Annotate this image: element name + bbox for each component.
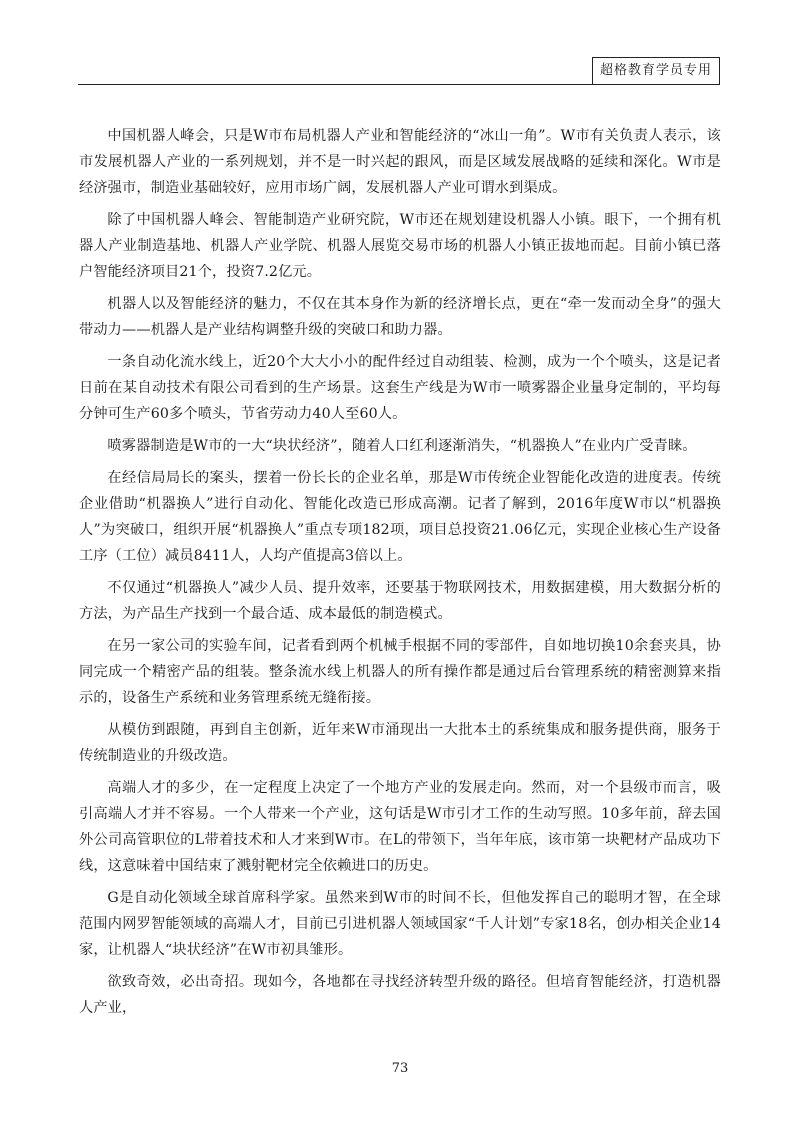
paragraph: 机器人以及智能经济的魅力，不仅在其本身作为新的经济增长点，更在“牵一发而动全身”的强大带动力——机器人是产业结构调整升级的突破口和助力器。: [79, 296, 721, 338]
header-badge: 超格教育学员专用: [592, 57, 720, 84]
page-number: 73: [391, 1061, 409, 1076]
paragraph: 喷雾器制造是W市的一大“块状经济”，随着人口红利逐渐消失，“机器换人”在业内广受青睐。: [107, 438, 697, 454]
header-rule: [78, 84, 720, 85]
paragraph: 在经信局局长的案头，摆着一份长长的企业名单，那是W市传统企业智能化改造的进度表。传统企业借助“机器换人”进行自动化、智能化改造已形成高潮。记者了解到，2016年度W市以“机器换人”为突破口，组织开展“机器换人”重点专项182项，项目总投资21.06亿元，实现企业核心生产设备工序（工位）减员8411人，人均产值提高3倍以上。: [79, 470, 721, 564]
paragraph: G是自动化领域全球首席科学家。虽然来到W市的时间不长，但他发挥自己的聪明才智，在全球范围内网罗智能领域的高端人才，目前已引进机器人领域国家“千人计划”专家18名，创办相关企业14家，让机器人“块状经济”在W市初具雏形。: [79, 890, 721, 958]
paragraph: 中国机器人峰会，只是W市布局机器人产业和智能经济的“冰山一角”。W市有关负责人表示，该市发展机器人产业的一系列规划，并不是一时兴起的跟风，而是区域发展战略的延续和深化。W市是经济强市，制造业基础较好，应用市场广阔，发展机器人产业可谓水到渠成。: [79, 128, 721, 196]
paragraph: 欲致奇效，必出奇招。现如今，各地都在寻找经济转型升级的路径。但培育智能经济，打造机器人产业，: [79, 974, 721, 1016]
paragraph: 一条自动化流水线上，近20个大大小小的配件经过自动组装、检测，成为一个个喷头，这是记者日前在某自动技术有限公司看到的生产场景。这套生产线是为W市一喷雾器企业量身定制的，平均每分钟可生产60多个喷头，节省劳动力40人至60人。: [79, 354, 721, 422]
paragraph: 高端人才的多少，在一定程度上决定了一个地方产业的发展走向。然而，对一个县级市而言，吸引高端人才并不容易。一个人带来一个产业，这句话是W市引才工作的生动写照。10多年前，辞去国外公司高管职位的L带着技术和人才来到W市。在L的带领下，当年年底，该市第一块靶材产品成功下线，这意味着中国结束了溅射靶材完全依赖进口的历史。: [79, 780, 721, 874]
paragraph: 不仅通过“机器换人”减少人员、提升效率，还要基于物联网技术，用数据建模，用大数据分析的方法，为产品生产找到一个最合适、成本最低的制造模式。: [79, 580, 721, 622]
paragraph: 从模仿到跟随，再到自主创新，近年来W市涌现出一大批本土的系统集成和服务提供商，服务于传统制造业的升级改造。: [79, 722, 721, 764]
article-body: [79, 123, 721, 1027]
paragraph: 在另一家公司的实验车间，记者看到两个机械手根据不同的零部件，自如地切换10余套夹具，协同完成一个精密产品的组装。整条流水线上机器人的所有操作都是通过后台管理系统的精密测算来指示的，设备生产系统和业务管理系统无缝衔接。: [79, 638, 721, 706]
paragraph: 除了中国机器人峰会、智能制造产业研究院，W市还在规划建设机器人小镇。眼下，一个拥有机器人产业制造基地、机器人产业学院、机器人展览交易市场的机器人小镇正拔地而起。目前小镇已落户智能经济项目21个，投资7.2亿元。: [79, 212, 721, 280]
